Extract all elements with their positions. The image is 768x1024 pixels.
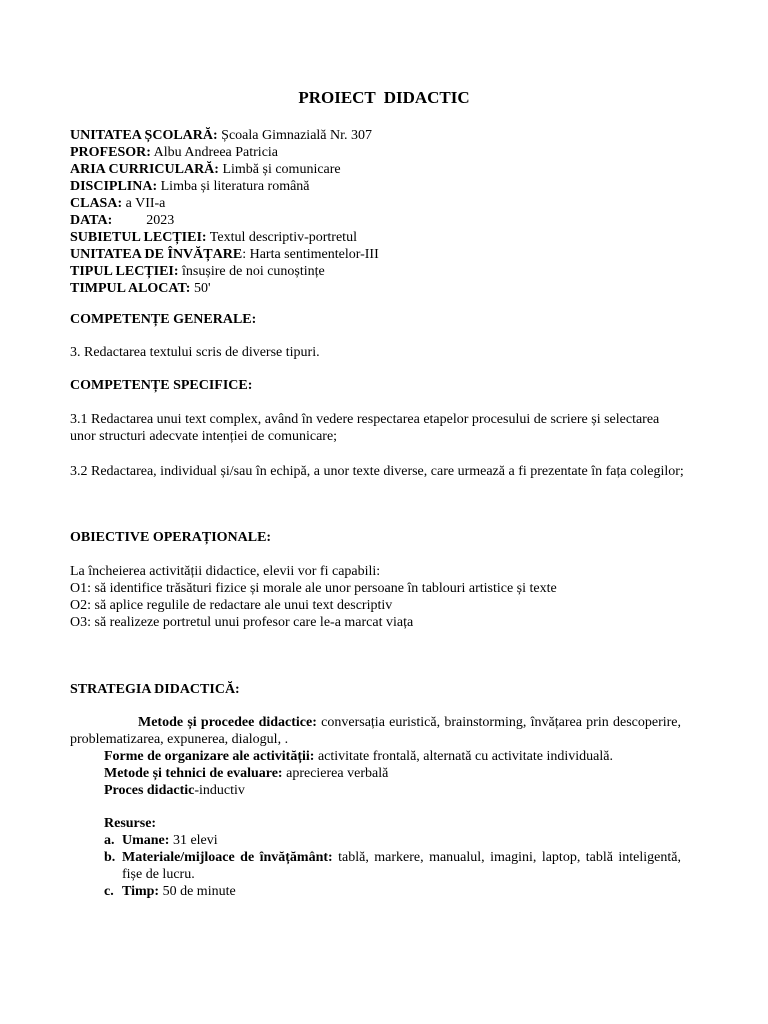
- strategy-methods: [70, 714, 681, 748]
- document-title: PROIECT DIDACTIC: [298, 88, 470, 107]
- info-label: TIMPUL ALOCAT:: [70, 281, 191, 296]
- info-row-teacher: [70, 144, 700, 161]
- resource-marker: c.: [104, 884, 114, 899]
- resource-value: 31 elevi: [169, 833, 218, 848]
- section-heading-strategy: STRATEGIA DIDACTICĂ:: [70, 682, 240, 697]
- resource-item: [70, 849, 681, 883]
- section-heading-specific-competences: COMPETENȚE SPECIFICE:: [70, 378, 253, 393]
- evaluation-value: aprecierea verbală: [282, 766, 389, 781]
- resources-heading: Resurse:: [104, 816, 157, 831]
- objectives-list: [70, 563, 700, 631]
- strategy-organization-forms: [70, 748, 681, 765]
- organization-label: Forme de organizare ale activității:: [104, 749, 315, 764]
- methods-value: conversația euristică, brainstorming, învățarea prin descoperire, problematizarea, expunerea, dialogul, .: [70, 715, 682, 747]
- info-value: însușire de noi cunoștințe: [178, 264, 325, 279]
- resource-value: 50 de minute: [159, 884, 236, 899]
- info-value: Albu Andreea Patricia: [150, 145, 279, 160]
- info-row-lesson-type: [70, 263, 700, 280]
- objectives-intro: La încheierea activității didactice, elevii vor fi capabili:: [70, 564, 381, 579]
- info-label: UNITATEA ȘCOLARĂ:: [70, 128, 218, 143]
- info-row-discipline: [70, 178, 700, 195]
- strategy-evaluation: [70, 765, 681, 782]
- strategy-didactic-process: [70, 782, 681, 799]
- info-row-curricular-area: [70, 161, 700, 178]
- info-value: : Harta sentimentelor-III: [242, 247, 379, 262]
- organization-value: activitate frontală, alternată cu activitate individuală.: [314, 749, 613, 764]
- evaluation-label: Metode și tehnici de evaluare:: [104, 766, 283, 781]
- objective-item: O3: să realizeze portretul unui profesor care le-a marcat viața: [70, 615, 414, 630]
- resources-section: [70, 815, 681, 900]
- info-label: SUBIETUL LECȚIEI:: [70, 230, 207, 245]
- info-value: Limba și literatura română: [157, 179, 310, 194]
- resources-list: [70, 832, 681, 900]
- resource-item: [70, 832, 681, 849]
- info-label: DATA:: [70, 213, 113, 228]
- lesson-info: [70, 127, 700, 297]
- general-competence-item: 3. Redactarea textului scris de diverse tipuri.: [70, 345, 320, 360]
- resource-value: tablă, markere, manualul, imagini, laptop, tablă inteligentă, fișe de lucru.: [122, 850, 681, 882]
- info-value: 2023: [146, 213, 175, 228]
- info-value: Școala Gimnazială Nr. 307: [217, 128, 373, 143]
- resource-label: Materiale/mijloace de învățământ:: [122, 850, 333, 865]
- resource-label: Umane:: [122, 833, 170, 848]
- process-value: -inductiv: [194, 783, 245, 798]
- specific-competence-item-2: 3.2 Redactarea, individual și/sau în echipă, a unor texte diverse, care urmează a fi prezentate în fața colegilor;: [70, 464, 684, 479]
- info-row-date: [70, 212, 700, 229]
- info-row-school: [70, 127, 700, 144]
- process-label: Proces didactic: [104, 783, 195, 798]
- resource-marker: b.: [104, 850, 116, 865]
- section-heading-objectives: OBIECTIVE OPERAȚIONALE:: [70, 530, 272, 545]
- objective-item: O1: să identifice trăsături fizice și morale ale unor persoane în tablouri artistice și texte: [70, 581, 557, 596]
- info-row-class: [70, 195, 700, 212]
- methods-label: Metode și procedee didactice:: [138, 715, 317, 730]
- info-value: 50': [190, 281, 211, 296]
- info-label: ARIA CURRICULARĂ:: [70, 162, 219, 177]
- info-label: CLASA:: [70, 196, 123, 211]
- info-value: Textul descriptiv-portretul: [206, 230, 357, 245]
- info-row-subject: [70, 229, 700, 246]
- info-value: Limbă și comunicare: [218, 162, 341, 177]
- info-row-learning-unit: [70, 246, 700, 263]
- info-value: a VII-a: [122, 196, 166, 211]
- resource-label: Timp:: [122, 884, 160, 899]
- info-label: UNITATEA DE ÎNVĂȚARE: [70, 247, 243, 262]
- info-label: DISCIPLINA:: [70, 179, 158, 194]
- resource-marker: a.: [104, 833, 115, 848]
- info-label: PROFESOR:: [70, 145, 151, 160]
- strategy-details: [70, 714, 681, 799]
- section-heading-general-competences: COMPETENȚE GENERALE:: [70, 312, 257, 327]
- specific-competence-item-1: 3.1 Redactarea unui text complex, având în vedere respectarea etapelor procesului de scriere și selectarea unor structuri adecvate intenției de comunicare;: [70, 412, 660, 444]
- info-label: TIPUL LECȚIEI:: [70, 264, 179, 279]
- info-row-time: [70, 280, 700, 297]
- objective-item: O2: să aplice regulile de redactare ale unui text descriptiv: [70, 598, 393, 613]
- resource-item: [70, 883, 681, 900]
